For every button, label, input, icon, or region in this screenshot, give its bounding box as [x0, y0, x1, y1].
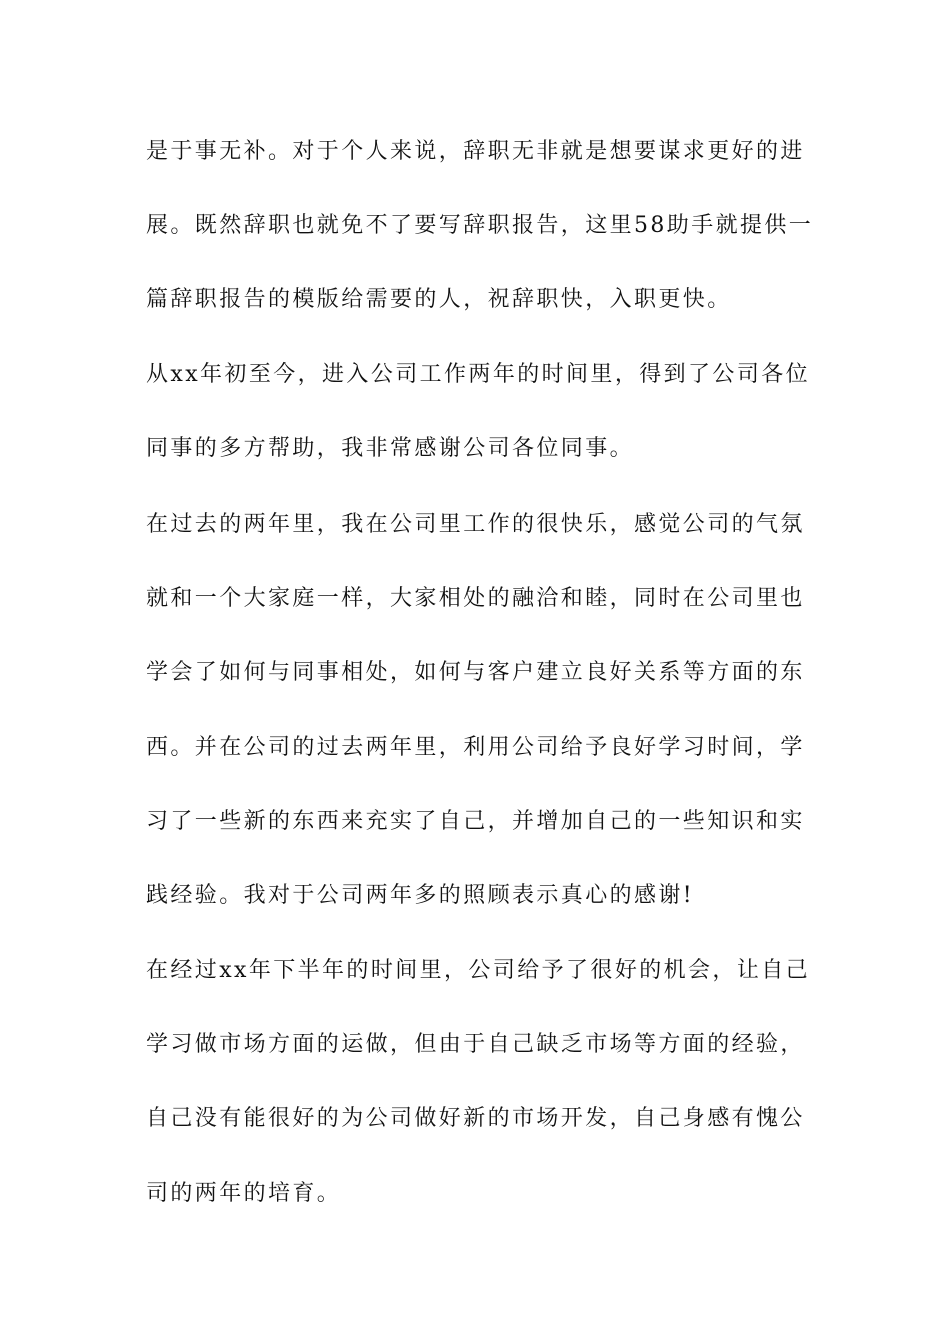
text-line-1: 是于事无补。对于个人来说，辞职无非就是想要谋求更好的进 — [146, 139, 805, 164]
text-line-2: 展。既然辞职也就免不了要写辞职报告，这里58助手就提供一 — [146, 213, 814, 238]
text-line-5: 同事的多方帮助，我非常感谢公司各位同事。 — [146, 436, 635, 461]
text-line-15: 司的两年的培育。 — [146, 1181, 342, 1206]
text-line-14: 自己没有能很好的为公司做好新的市场开发，自己身感有愧公 — [146, 1106, 805, 1131]
text-line-6: 在过去的两年里，我在公司里工作的很快乐，感觉公司的气氛 — [146, 512, 805, 537]
text-line-9: 西。并在公司的过去两年里，利用公司给予良好学习时间，学 — [146, 735, 805, 760]
text-line-3: 篇辞职报告的模版给需要的人，祝辞职快，入职更快。 — [146, 287, 732, 312]
text-line-13: 学习做市场方面的运做，但由于自己缺乏市场等方面的经验， — [146, 1032, 805, 1057]
text-line-7: 就和一个大家庭一样，大家相处的融洽和睦，同时在公司里也 — [146, 586, 805, 611]
text-line-8: 学会了如何与同事相处，如何与客户建立良好关系等方面的东 — [146, 660, 805, 685]
text-line-11: 践经验。我对于公司两年多的照顾表示真心的感谢! — [146, 883, 695, 908]
text-line-10: 习了一些新的东西来充实了自己，并增加自己的一些知识和实 — [146, 809, 805, 834]
text-line-4: 从xx年初至今，进入公司工作两年的时间里，得到了公司各位 — [146, 362, 811, 387]
text-line-12: 在经过xx年下半年的时间里，公司给予了很好的机会，让自己 — [146, 958, 811, 983]
